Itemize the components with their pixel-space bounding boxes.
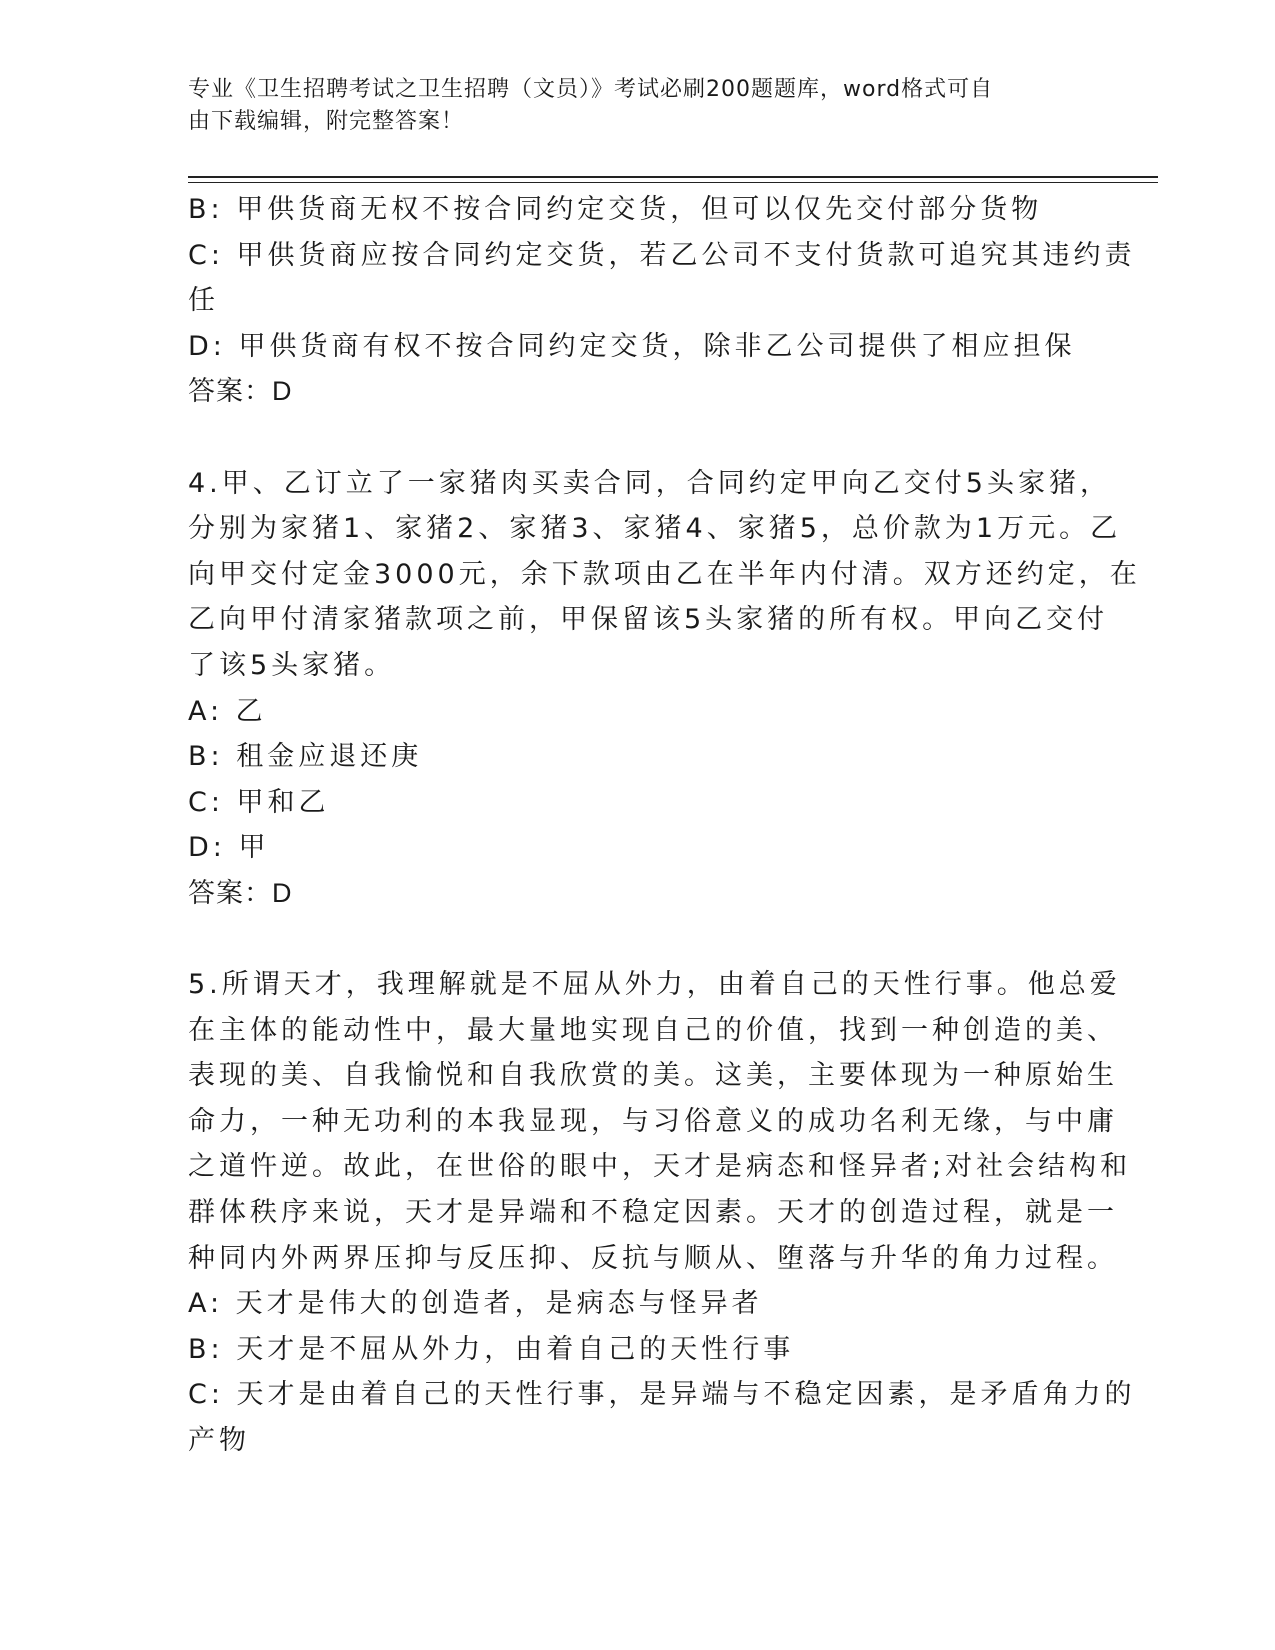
document-body <box>188 187 1141 1464</box>
q4-option-d: D: 甲 <box>188 832 270 864</box>
q5-stem-line: 群体秩序来说，天才是异端和不稳定因素。天才的创造过程，就是一 <box>188 1197 1118 1229</box>
spacer <box>188 917 1088 963</box>
q5-stem-line: 表现的美、自我愉悦和自我欣赏的美。这美，主要体现为一种原始生 <box>188 1060 1118 1092</box>
q5-stem-line: 之道忤逆。故此，在世俗的眼中，天才是病态和怪异者;对社会结构和 <box>188 1151 1132 1183</box>
page-header <box>188 74 1068 138</box>
spacer <box>188 415 1088 461</box>
header-title-line-2: 由下载编辑，附完整答案！ <box>188 109 465 134</box>
q5-stem-line: 在主体的能动性中，最大量地实现自己的价值，找到一种创造的美、 <box>188 1014 1118 1046</box>
q3-option-c-cont: 任 <box>188 285 219 317</box>
q5-option-c-cont: 产物 <box>188 1425 250 1457</box>
q5-option-b: B: 天才是不屈从外力，由着自己的天性行事 <box>188 1333 795 1365</box>
q4-stem-line: 4.甲、乙订立了一家猪肉买卖合同，合同约定甲向乙交付5头家猪， <box>188 467 1111 499</box>
q5-option-a: A: 天才是伟大的创造者，是病态与怪异者 <box>188 1288 763 1320</box>
question-5 <box>188 962 1136 1464</box>
q4-stem-line: 了该5头家猪。 <box>188 649 396 681</box>
q3-option-d: D: 甲供货商有权不按合同约定交货，除非乙公司提供了相应担保 <box>188 330 1076 362</box>
q5-stem-line: 种同内外两界压抑与反压抑、反抗与顺从、堕落与升华的角力过程。 <box>188 1242 1118 1274</box>
header-divider-thick <box>188 176 1158 178</box>
header-title-line-1: 专业《卫生招聘考试之卫生招聘（文员）》考试必刷200题题库，word格式可自 <box>188 77 994 102</box>
question-4 <box>188 461 1141 917</box>
q3-option-c: C: 甲供货商应按合同约定交货，若乙公司不支付货款可追究其违约责 <box>188 239 1136 271</box>
q4-answer: 答案：D <box>188 877 293 908</box>
q4-option-c: C: 甲和乙 <box>188 786 330 818</box>
q5-stem-line: 5.所谓天才，我理解就是不屈从外力，由着自己的天性行事。他总爱 <box>188 969 1121 1001</box>
q4-stem-line: 分别为家猪1、家猪2、家猪3、家猪4、家猪5，总价款为1万元。乙 <box>188 513 1122 545</box>
q4-option-a: A: 乙 <box>188 695 267 727</box>
q4-option-b: B: 租金应退还庚 <box>188 741 423 773</box>
q3-answer: 答案：D <box>188 376 293 407</box>
question-3-tail <box>188 187 1136 415</box>
q3-option-b: B: 甲供货商无权不按合同约定交货，但可以仅先交付部分货物 <box>188 194 1043 225</box>
header-divider-thin <box>188 182 1158 183</box>
q4-stem-line: 乙向甲付清家猪款项之前，甲保留该5头家猪的所有权。甲向乙交付 <box>188 604 1109 636</box>
q5-stem-line: 命力，一种无功利的本我显现，与习俗意义的成功名利无缘，与中庸 <box>188 1105 1118 1137</box>
q5-option-c: C: 天才是由着自己的天性行事，是异端与不稳定因素，是矛盾角力的 <box>188 1379 1136 1411</box>
q4-stem-line: 向甲交付定金3000元，余下款项由乙在半年内付清。双方还约定，在 <box>188 558 1141 590</box>
